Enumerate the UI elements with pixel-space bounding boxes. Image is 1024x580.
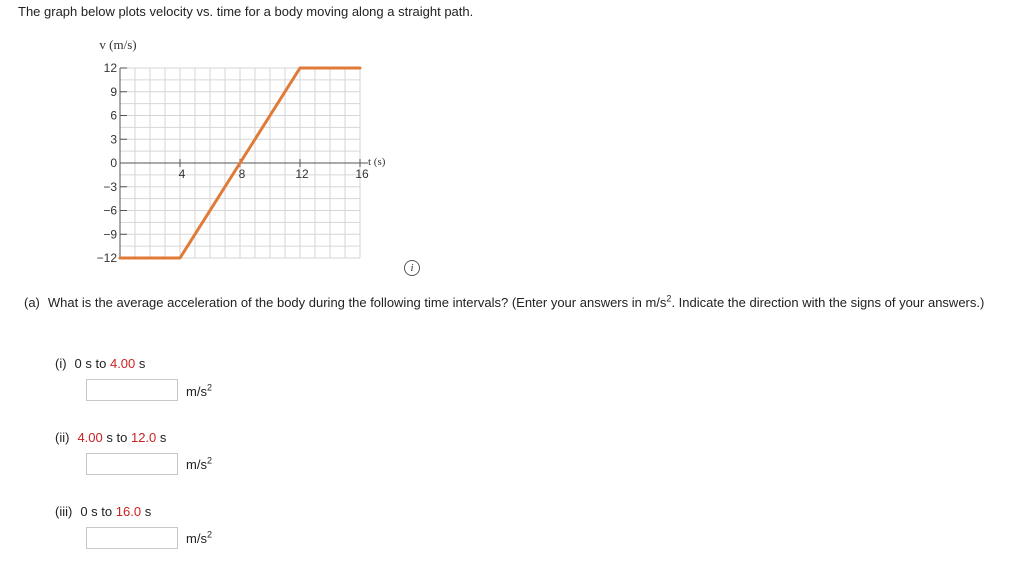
part-i-roman: (i): [55, 356, 67, 371]
part-iii-roman: (iii): [55, 504, 73, 519]
part-ii-unit-text: m/s: [186, 457, 207, 472]
part-ii-unit-sup: 2: [206, 455, 212, 466]
part-i-unit-text: m/s: [186, 384, 207, 399]
part-i-unit: [186, 384, 212, 399]
y-tick-label: 3: [110, 132, 117, 147]
intro-text: The graph below plots velocity vs. time for a body moving along a straight path.: [18, 4, 474, 19]
part-iii-unit-sup: 2: [206, 529, 212, 540]
part-i-label: [55, 356, 145, 371]
y-tick-label: −6: [103, 203, 117, 218]
question-label: (a): [24, 295, 40, 310]
question-text-sup: 2: [666, 293, 672, 304]
part-ii-answer-input[interactable]: [86, 453, 178, 475]
x-tick-label: 12: [295, 167, 309, 181]
y-axis-label: v (m/s): [99, 37, 137, 52]
part-iii-from: 0 s to: [80, 504, 113, 519]
part-ii-from-value: 4.00: [77, 430, 103, 445]
part-ii-to-unit: s: [159, 430, 167, 445]
part-i-answer-input[interactable]: [86, 379, 178, 401]
y-tick-label: 12: [103, 61, 117, 75]
part-ii-unit: [186, 457, 212, 472]
x-tick-label: 8: [238, 167, 246, 181]
part-i-to-unit: s: [138, 356, 146, 371]
part-iii-label: [55, 504, 151, 519]
y-tick-label: −9: [103, 227, 117, 242]
part-iii-to-unit: s: [144, 504, 152, 519]
y-tick-label: −3: [103, 179, 117, 194]
y-tick-label: −12: [96, 251, 117, 265]
question-text: What is the average acceleration of the body during the following time intervals? (Enter your answers in m/s: [47, 295, 667, 310]
part-iii-unit: [186, 531, 212, 546]
x-tick-label: 16: [355, 167, 369, 181]
part-ii-from-unit: s to: [106, 430, 128, 445]
info-icon[interactable]: i: [404, 260, 420, 276]
x-axis-label: t (s): [368, 156, 386, 168]
x-tick-label: 4: [178, 167, 186, 181]
part-ii-label: [55, 430, 166, 445]
y-tick-label: 6: [110, 108, 117, 123]
question-a: [24, 294, 1009, 312]
y-tick-label: 9: [110, 84, 117, 99]
part-i-from: 0 s to: [74, 356, 107, 371]
part-ii-to-value: 12.0: [130, 430, 157, 445]
question-text-after: . Indicate the direction with the signs of your answers.): [671, 295, 985, 310]
part-iii-answer-input[interactable]: [86, 527, 178, 549]
part-iii-to-value: 16.0: [115, 504, 142, 519]
part-i-unit-sup: 2: [206, 382, 212, 393]
part-iii-unit-text: m/s: [186, 531, 207, 546]
part-ii-roman: (ii): [55, 430, 70, 445]
velocity-time-graph: [0, 30, 420, 270]
chart-axes: [120, 68, 368, 258]
y-tick-label: 0: [110, 156, 117, 170]
part-i-to-value: 4.00: [109, 356, 136, 371]
